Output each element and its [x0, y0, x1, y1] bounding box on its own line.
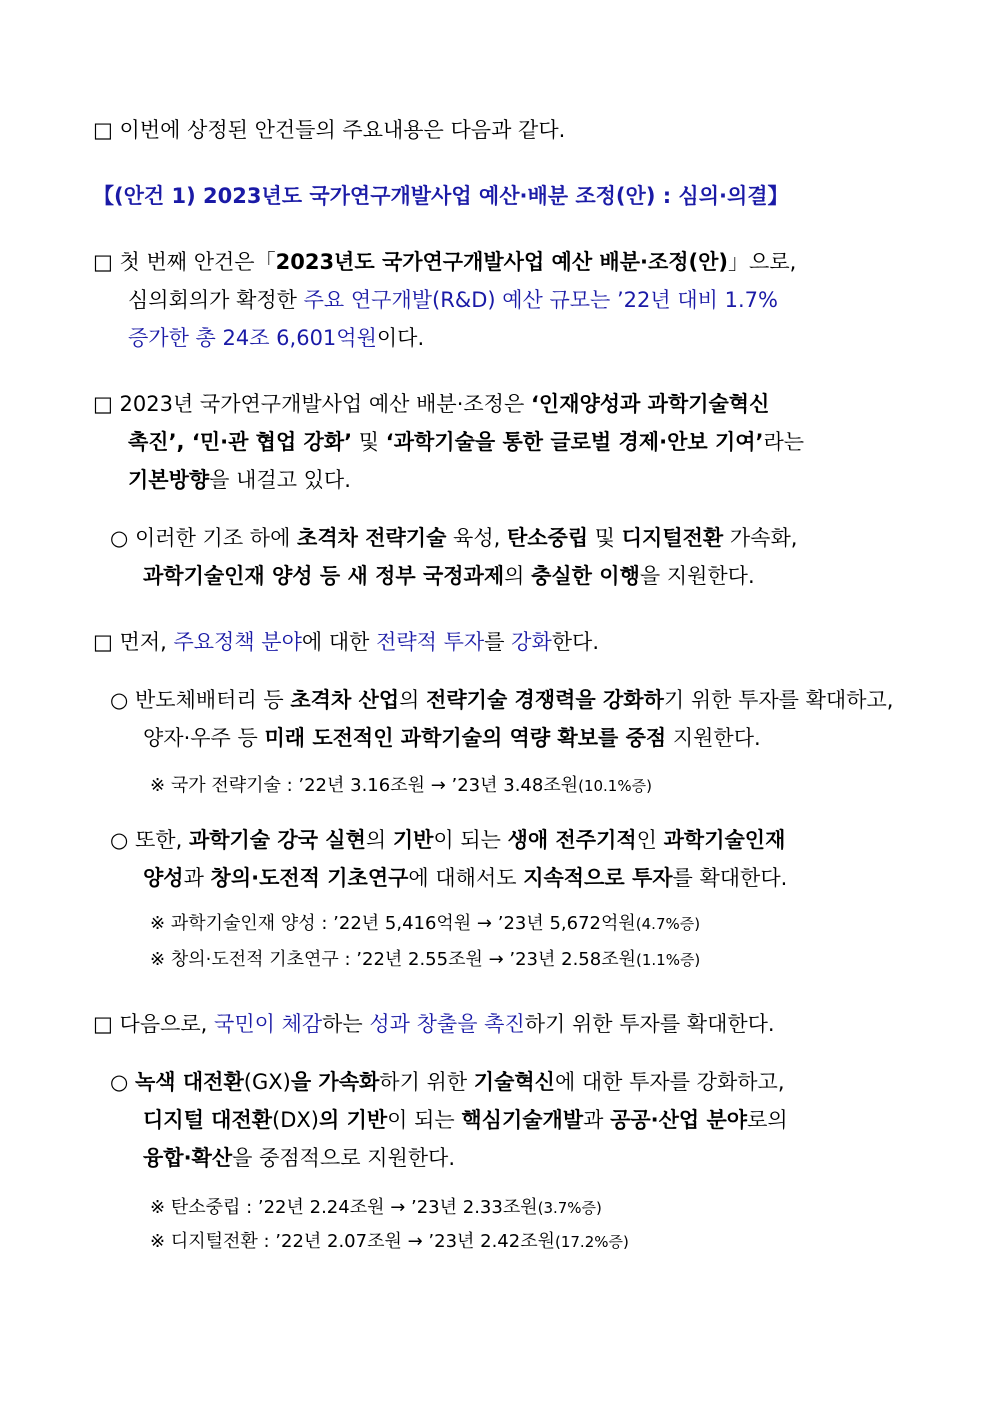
p2-sub-text: 및 — [588, 526, 622, 550]
note-percent: (3.7%증) — [537, 1199, 602, 1217]
p1-budget-highlight: 주요 연구개발(R&D) 예산 규모는 ’22년 대비 1.7% — [303, 288, 778, 312]
circle-bullet-icon: ○ — [110, 688, 129, 712]
note-percent: (10.1%증) — [578, 777, 652, 795]
p2-text: 라는 — [763, 430, 805, 454]
p2-basic-direction: 기본방향 — [128, 468, 210, 492]
reference-mark-icon: ※ — [150, 949, 166, 970]
note-text: 과학기술인재 양성 : ’22년 5,416억원 → ’23년 5,672억원 — [170, 913, 636, 934]
p3-sub2-text: 인 — [636, 828, 664, 852]
p2-text: 2023년 국가연구개발사업 예산 배분·조정은 — [119, 392, 531, 416]
p3-sub2-keyword: 생애 전주기적 — [507, 828, 637, 852]
p1-budget-total: 증가한 총 24조 6,601억원 — [128, 326, 377, 350]
p4-sub-line2 — [143, 1106, 788, 1134]
p4-sub-text: 을 중점적으로 지원한다. — [232, 1146, 456, 1170]
note-percent: (17.2%증) — [554, 1233, 629, 1251]
p2-sub-line2 — [143, 562, 755, 590]
p3-sub1-text: 지원한다. — [666, 726, 761, 750]
p3-sub2-text: 과 — [183, 866, 211, 890]
p3-text: 먼저, — [119, 630, 174, 654]
p1-line3 — [128, 324, 424, 352]
p3-text: 한다. — [551, 630, 599, 654]
p4-text: 하는 — [322, 1012, 370, 1036]
p3-highlight: 주요정책 분야 — [173, 630, 302, 654]
p3-sub1-line1 — [110, 686, 893, 714]
p4-sub-text: (DX) — [272, 1108, 319, 1132]
p4-sub-keyword: 핵심기술개발 — [461, 1108, 584, 1132]
note-text: 국가 전략기술 : ’22년 3.16조원 → ’23년 3.48조원 — [170, 775, 579, 796]
p3-sub2-text: 에 대해서도 — [408, 866, 524, 890]
reference-mark-icon: ※ — [150, 775, 166, 796]
p3-sub2-note2 — [150, 946, 700, 974]
p3-sub2-line1 — [110, 826, 785, 854]
p3-sub1-keyword: 전략기술 경쟁력을 강화하 — [426, 688, 664, 712]
p4-sub-text: 하기 위한 — [379, 1070, 474, 1094]
p2-direction-2: 촉진’, ‘민·관 협업 강화’ — [128, 430, 353, 454]
p3-highlight: 강화 — [511, 630, 552, 654]
square-bullet-icon: □ — [93, 118, 113, 142]
p2-text: 을 내걸고 있다. — [209, 468, 351, 492]
p1-line1 — [93, 248, 898, 276]
p4-sub-keyword: 공공·산업 분야 — [610, 1108, 748, 1132]
p4-sub-text: 로의 — [747, 1108, 788, 1132]
p2-line3 — [128, 466, 351, 494]
p3-sub2-keyword: 창의·도전적 기초연구 — [210, 866, 409, 890]
p3-sub2-keyword: 지속적으로 투자 — [523, 866, 673, 890]
p3-sub1-text: 반도체배터리 등 — [135, 688, 291, 712]
p2-sub-keyword: 탄소중립 — [506, 526, 589, 550]
p2-sub-line1 — [110, 524, 797, 552]
p4-sub-text: (GX) — [243, 1070, 291, 1094]
reference-mark-icon: ※ — [150, 1197, 166, 1218]
p4-sub-keyword: 을 — [290, 1070, 319, 1094]
intro-line — [93, 116, 565, 144]
agenda-title: 【(안건 1) 2023년도 국가연구개발사업 예산·배분 조정(안) : 심의·의결】 — [93, 184, 789, 208]
note-text: 디지털전환 : ’22년 2.07조원 → ’23년 2.42조원 — [170, 1231, 555, 1252]
square-bullet-icon: □ — [93, 1012, 113, 1036]
p4-sub-keyword: 디지털 대전환 — [143, 1108, 273, 1132]
p4-text: 다음으로, — [119, 1012, 215, 1036]
p2-direction-1: ‘인재양성과 과학기술혁신 — [530, 392, 770, 416]
p3-sub1-keyword: 미래 도전적인 과학기술의 역량 확보를 중점 — [264, 726, 667, 750]
p2-sub-text: 의 — [504, 564, 532, 588]
p3-sub1-text: 의 — [399, 688, 427, 712]
p4-sub-line3 — [143, 1144, 455, 1172]
p4-sub-keyword: 가속화 — [318, 1070, 380, 1094]
note-text: 창의·도전적 기초연구 : ’22년 2.55조원 → ’23년 2.58조원 — [170, 949, 636, 970]
p2-direction-3: ‘과학기술을 통한 글로벌 경제·안보 기여’ — [385, 430, 764, 454]
p4-highlight: 국민이 체감 — [214, 1012, 323, 1036]
p4-sub-text: 이 되는 — [387, 1108, 462, 1132]
circle-bullet-icon: ○ — [110, 1070, 129, 1094]
p3-sub1-text: 기 위한 투자를 확대하고, — [663, 688, 894, 712]
square-bullet-icon: □ — [93, 250, 113, 274]
p3-sub2-text: 의 — [365, 828, 393, 852]
p4-sub-note1 — [150, 1194, 602, 1222]
reference-mark-icon: ※ — [150, 913, 166, 934]
p4-sub-line1 — [110, 1068, 785, 1096]
p3-sub2-note1 — [150, 910, 700, 938]
p3-highlight: 전략적 투자 — [376, 630, 485, 654]
p1-agenda-name: 2023년도 국가연구개발사업 예산 배분·조정(안) — [275, 250, 729, 274]
p2-sub-keyword: 충실한 이행 — [531, 564, 640, 588]
circle-bullet-icon: ○ — [110, 526, 129, 550]
p2-sub-keyword: 디지털전환 — [621, 526, 724, 550]
p1-text: 이다. — [376, 326, 425, 350]
p3-sub2-keyword: 과학기술 강국 실현 — [188, 828, 366, 852]
p1-text: 첫 번째 안건은「 — [119, 250, 276, 274]
p2-sub-text: 이러한 기조 하에 — [135, 526, 298, 550]
p2-text: 및 — [352, 430, 386, 454]
circle-bullet-icon: ○ — [110, 828, 129, 852]
p2-sub-text: 육성, — [446, 526, 507, 550]
p4-highlight: 성과 창출을 촉진 — [369, 1012, 525, 1036]
p4-text: 하기 위한 투자를 확대한다. — [524, 1012, 775, 1036]
p3-sub1-text: 양자·우주 등 — [143, 726, 265, 750]
p4-sub-keyword: 의 — [318, 1108, 347, 1132]
p4-sub-keyword: 기반 — [346, 1108, 388, 1132]
p3-sub2-line2 — [143, 864, 787, 892]
p3-text: 를 — [484, 630, 512, 654]
p2-sub-keyword: 초격차 전략기술 — [297, 526, 447, 550]
reference-mark-icon: ※ — [150, 1231, 166, 1252]
p1-line2 — [128, 286, 778, 314]
p3-sub2-text: 를 확대한다. — [672, 866, 788, 890]
p2-line1 — [93, 390, 769, 418]
p4-sub-keyword: 융합·확산 — [143, 1146, 233, 1170]
p4-sub-text: 에 대한 투자를 강화하고, — [554, 1070, 785, 1094]
p3-sub1-keyword: 초격차 산업 — [290, 688, 400, 712]
p3-sub2-keyword: 기반 — [392, 828, 434, 852]
p3-sub1-note — [150, 772, 652, 800]
p2-sub-text: 가속화, — [723, 526, 798, 550]
p4-line — [93, 1010, 775, 1038]
p2-sub-text: 을 지원한다. — [639, 564, 755, 588]
p4-sub-note2 — [150, 1228, 629, 1256]
p3-sub2-keyword: 양성 — [143, 866, 184, 890]
p4-sub-text: 과 — [583, 1108, 611, 1132]
p3-sub2-keyword: 과학기술인재 — [663, 828, 786, 852]
note-percent: (4.7%증) — [635, 915, 701, 933]
p4-sub-keyword: 녹색 대전환 — [135, 1070, 244, 1094]
note-text: 탄소중립 : ’22년 2.24조원 → ’23년 2.33조원 — [170, 1197, 538, 1218]
square-bullet-icon: □ — [93, 392, 113, 416]
p3-sub2-text: 또한, — [135, 828, 189, 852]
p3-sub2-text: 이 되는 — [433, 828, 508, 852]
p3-sub1-line2 — [143, 724, 761, 752]
intro-text: 이번에 상정된 안건들의 주요내용은 다음과 같다. — [119, 118, 566, 142]
note-percent: (1.1%증) — [635, 951, 701, 969]
p4-sub-keyword: 기술혁신 — [473, 1070, 555, 1094]
p2-line2 — [128, 428, 804, 456]
square-bullet-icon: □ — [93, 630, 113, 654]
p2-sub-keyword: 과학기술인재 양성 등 새 정부 국정과제 — [143, 564, 505, 588]
p3-text: 에 대한 — [301, 630, 377, 654]
p1-text: 심의회의가 확정한 — [128, 288, 304, 312]
p1-text: 」으로, — [728, 250, 797, 274]
p3-line — [93, 628, 599, 656]
